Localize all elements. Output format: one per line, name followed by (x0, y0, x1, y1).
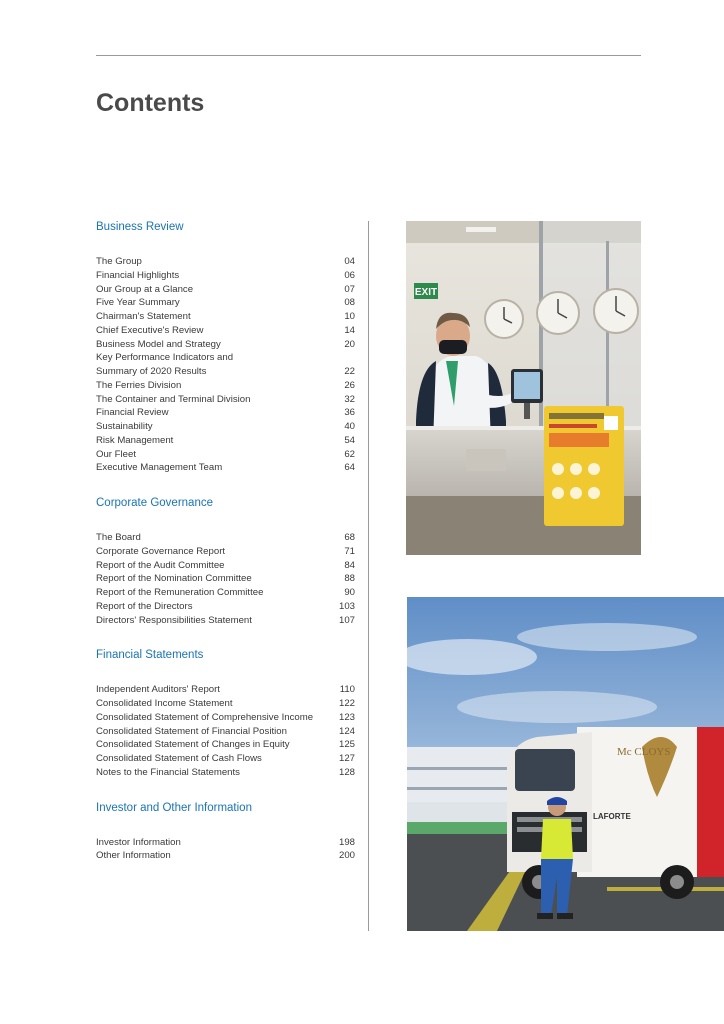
toc-entry-page: 64 (344, 462, 355, 474)
toc-entry-label: Report of the Remuneration Committee (96, 587, 264, 598)
toc-entry[interactable] (96, 269, 355, 283)
toc-entry-page: 200 (338, 850, 355, 862)
toc-entry[interactable] (96, 614, 355, 628)
toc-entry-label: Consolidated Statement of Changes in Equity (96, 739, 290, 751)
truck-ferry-photo (407, 597, 724, 931)
toc-entry-label: Chief Executive's Review (96, 324, 204, 336)
toc-entry[interactable] (96, 600, 355, 614)
toc-entry-page: 107 (338, 614, 355, 626)
toc-entry-page: 07 (344, 283, 355, 295)
toc-entry-label: Five Year Summary (96, 297, 180, 309)
toc-section (96, 647, 355, 779)
top-rule (96, 55, 641, 56)
toc-entry[interactable] (96, 559, 355, 573)
toc-entry-page: 22 (344, 366, 355, 377)
toc-entry-page: 123 (338, 711, 355, 723)
toc-entry-page: 125 (338, 739, 355, 751)
toc-entry[interactable] (96, 255, 355, 269)
toc-entry[interactable] (96, 296, 355, 310)
toc-entry-label: The Group (96, 256, 142, 267)
toc-entry-label: Risk Management (96, 434, 174, 446)
toc-entry[interactable] (96, 434, 355, 448)
toc-entry-page: 127 (338, 753, 355, 764)
toc-entry-label: Our Fleet (96, 448, 136, 460)
toc-entry-label: Report of the Nomination Committee (96, 573, 252, 585)
toc-entry-label: Key Performance Indicators and Summary of 2020 Results (96, 352, 234, 377)
toc-entry-page: 62 (344, 448, 355, 460)
truck-door-text: LAFORTE (593, 812, 631, 821)
toc-entry-label: Consolidated Income Statement (96, 698, 233, 709)
toc-entry-label: The Container and Terminal Division (96, 393, 251, 405)
toc-entry-label: Directors' Responsibilities Statement (96, 614, 252, 626)
toc-entry[interactable] (96, 683, 355, 697)
toc-section-title: Financial Statements (96, 649, 204, 662)
exit-sign: EXIT (414, 287, 438, 298)
toc-entry-page: 124 (338, 725, 355, 737)
toc-entry-page: 08 (344, 297, 355, 309)
toc-entry-label: Consolidated Statement of Cash Flows (96, 753, 262, 764)
toc-entry-page: 06 (344, 269, 355, 281)
toc-section-title: Investor and Other Information (96, 801, 252, 814)
toc-entry[interactable] (96, 836, 355, 850)
toc-entry[interactable] (96, 406, 355, 420)
toc-entry-label: Report of the Audit Committee (96, 559, 225, 571)
toc-section-title: Business Review (96, 221, 184, 233)
toc-entry-label: Investor Information (96, 836, 181, 848)
toc-entry[interactable] (96, 752, 355, 766)
toc-entry[interactable] (96, 393, 355, 407)
vertical-divider (368, 221, 369, 931)
toc-entry[interactable] (96, 379, 355, 393)
toc-entry-page: 36 (344, 407, 355, 419)
toc-entry[interactable] (96, 697, 355, 711)
toc-entry-page: 84 (344, 559, 355, 571)
toc-section (96, 495, 355, 627)
toc-entry-label: Independent Auditors' Report (96, 684, 220, 696)
toc-entry-page: 20 (344, 338, 355, 350)
toc-entry[interactable] (96, 283, 355, 297)
toc-entry[interactable] (96, 849, 355, 863)
toc-entry-page: 40 (344, 421, 355, 432)
toc-entry[interactable] (96, 586, 355, 600)
toc-entry-page: 103 (338, 600, 355, 612)
toc-entry-label: Other Information (96, 850, 171, 862)
toc-section (96, 800, 355, 864)
toc-entry-label: Financial Highlights (96, 269, 180, 281)
toc-entry[interactable] (96, 572, 355, 586)
toc-entry[interactable] (96, 711, 355, 725)
toc-entry-page: 198 (338, 836, 355, 848)
toc-section (96, 219, 355, 475)
toc-entry-page: 04 (344, 256, 355, 267)
page-title: Contents (96, 89, 205, 117)
toc-entry-page: 71 (344, 545, 355, 557)
toc-entry[interactable] (96, 725, 355, 739)
toc-entry[interactable] (96, 420, 355, 434)
toc-section-title: Corporate Governance (96, 497, 213, 509)
toc-entry[interactable] (96, 531, 355, 545)
toc-entry-page: 14 (344, 324, 355, 336)
toc-entry-label: Sustainability (96, 421, 153, 432)
toc-entry[interactable] (96, 448, 355, 462)
toc-entry-page: 68 (344, 532, 355, 543)
toc-entry-page: 54 (344, 434, 355, 446)
toc-entry-label: The Board (96, 532, 141, 543)
terminal-desk-photo (406, 221, 641, 555)
toc-entry[interactable] (96, 310, 355, 324)
toc-entry-label: Report of the Directors (96, 600, 193, 612)
toc-entry-label: Chairman's Statement (96, 311, 191, 322)
toc-entry-label: Business Model and Strategy (96, 338, 221, 350)
toc-entry-page: 26 (344, 379, 355, 391)
truck-brand: Mc CLOYS (617, 746, 671, 758)
toc-entry-page: 32 (344, 393, 355, 405)
toc-entry[interactable] (96, 324, 355, 338)
toc-entry-page: 128 (338, 766, 355, 778)
toc-entry[interactable] (96, 738, 355, 752)
toc-entry-label: Financial Review (96, 407, 169, 419)
toc-entry[interactable] (96, 545, 355, 559)
toc-entry-page: 10 (344, 311, 355, 322)
table-of-contents (96, 219, 355, 883)
toc-entry-page: 110 (339, 684, 355, 696)
toc-entry-page: 122 (338, 698, 355, 709)
toc-entry-label: Corporate Governance Report (96, 545, 226, 557)
toc-entry-label: Notes to the Financial Statements (96, 766, 240, 778)
toc-entry[interactable] (96, 766, 355, 780)
toc-entry-label: Consolidated Statement of Comprehensive Income (96, 711, 314, 723)
toc-entry-page: 88 (344, 573, 355, 585)
toc-entry-label: Our Group at a Glance (96, 283, 194, 295)
toc-entry[interactable] (96, 338, 355, 352)
toc-entry[interactable] (96, 351, 355, 379)
toc-entry-label: Consolidated Statement of Financial Position (96, 725, 287, 737)
toc-entry-page: 90 (344, 587, 355, 598)
toc-entry-label: Executive Management Team (96, 462, 223, 474)
toc-entry[interactable] (96, 461, 355, 475)
toc-entry-label: The Ferries Division (96, 379, 182, 391)
